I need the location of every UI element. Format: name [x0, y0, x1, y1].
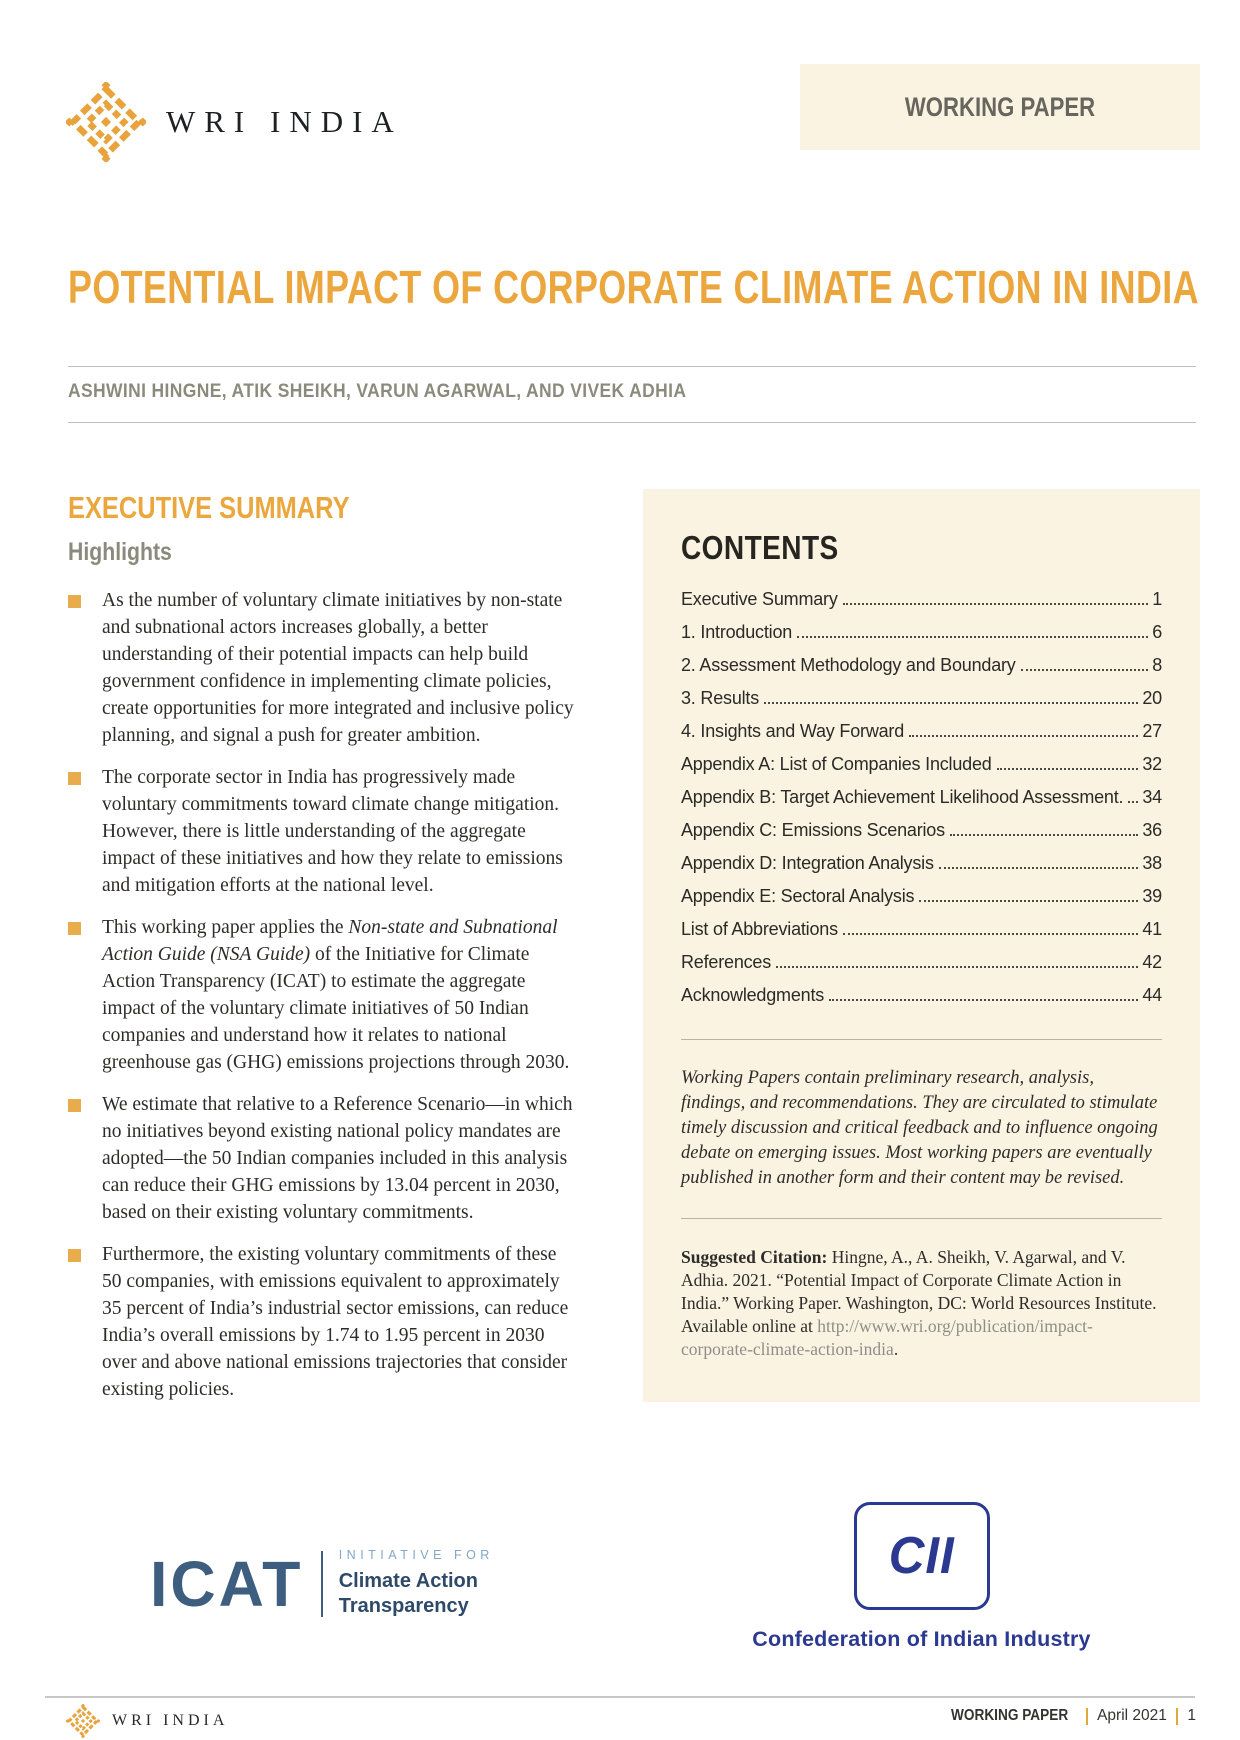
working-paper-note: Working Papers contain preliminary research, analysis, findings, and recommendations. They are circulated to stimulate timely discussion and critical feedback and to influence ongoing debate on emerging issues. Most working papers are eventually published in another form and their content may be revised.: [681, 1068, 1158, 1188]
highlight-bullet: [68, 764, 576, 899]
toc-dot-leader: [776, 966, 1138, 968]
toc-item-label: 2. Assessment Methodology and Boundary: [681, 655, 1016, 675]
toc-item: [681, 781, 1162, 814]
bullet-square-icon: [68, 1099, 81, 1112]
toc-dot-leader: [764, 702, 1138, 704]
brand-name: WRI INDIA: [166, 104, 403, 139]
divider: [681, 1218, 1162, 1219]
divider: [68, 422, 1196, 423]
citation-label: Suggested Citation:: [681, 1247, 828, 1267]
bullet-square-icon: [68, 922, 81, 935]
toc-item-label: Appendix A: List of Companies Included: [681, 754, 992, 774]
toc-item-label: 3. Results: [681, 688, 760, 708]
cii-logo: [643, 1502, 1200, 1652]
toc-list: [681, 583, 1162, 1012]
executive-summary-heading: EXECUTIVE SUMMARY: [68, 490, 350, 525]
toc-item: [681, 682, 1162, 715]
highlight-bullet: [68, 914, 576, 1076]
toc-item-label: 4. Insights and Way Forward: [681, 721, 905, 741]
toc-item-label: Appendix C: Emissions Scenarios: [681, 820, 945, 840]
toc-item-label: 1. Introduction: [681, 622, 793, 642]
footer-doc-type: WORKING PAPER: [951, 1707, 1069, 1724]
toc-item-page: 42: [1142, 952, 1162, 972]
toc-item-page: 38: [1142, 853, 1162, 873]
highlight-bullet: [68, 1091, 576, 1226]
wri-logo-icon: [66, 1704, 100, 1738]
toc-item: [681, 649, 1162, 682]
toc-item-page: 34: [1142, 787, 1162, 807]
icat-divider: [321, 1551, 323, 1617]
toc-item-label: Appendix E: Sectoral Analysis: [681, 886, 915, 906]
wri-logo-icon: [66, 82, 146, 162]
cii-wordmark: CII: [888, 1527, 955, 1585]
highlights-heading: Highlights: [68, 538, 172, 566]
toc-item-label: Appendix D: Integration Analysis: [681, 853, 934, 873]
toc-item-page: 36: [1142, 820, 1162, 840]
highlight-text: We estimate that relative to a Reference Scenario—in which no initiatives beyond existing national policy mandates are adopted—the 50 Indian companies included in this analysis can reduce their GHG emissions by 13.04 percent in 2030, based on their existing voluntary commitments.: [102, 1094, 573, 1223]
toc-dot-leader: [950, 834, 1138, 836]
contents-heading: CONTENTS: [681, 529, 839, 566]
toc-item-page: 6: [1152, 622, 1162, 642]
bullet-square-icon: [68, 772, 81, 785]
executive-summary-section: [68, 468, 576, 1418]
icat-logo: [68, 1528, 576, 1640]
highlight-text: Furthermore, the existing voluntary commitments of these 50 companies, with emissions equivalent to approximately 35 percent of India’s industrial sector emissions, can reduce India’s overall emissions by 1.74 to 1.95 percent in 2030 over and above national emissions trajectories that consider existing policies.: [102, 1244, 569, 1400]
highlight-text: This working paper applies the Non-state and Subnational Action Guide (NSA Guide) of the Initiative for Climate Action Transparency (ICAT) to estimate the aggregate impact of the voluntary climate initiatives of 50 Indian companies and understand how it relates to national greenhouse gas (GHG) emissions projections through 2030.: [102, 917, 570, 1073]
badge-label: WORKING PAPER: [904, 91, 1096, 122]
separator-bar: [1086, 1708, 1089, 1725]
authors-line: ASHWINI HINGNE, ATIK SHEIKH, VARUN AGARWAL, AND VIVEK ADHIA: [68, 381, 687, 402]
bullet-square-icon: [68, 1249, 81, 1262]
toc-item: [681, 616, 1162, 649]
toc-dot-leader: [843, 933, 1138, 935]
toc-item-page: 39: [1142, 886, 1162, 906]
working-paper-badge: [800, 64, 1200, 150]
toc-dot-leader: [797, 636, 1148, 638]
icat-wordmark: ICAT: [150, 1548, 304, 1620]
toc-item: [681, 715, 1162, 748]
toc-item: [681, 847, 1162, 880]
toc-dot-leader: [997, 768, 1139, 770]
toc-item-label: Acknowledgments: [681, 985, 825, 1005]
toc-dot-leader: [1021, 669, 1149, 671]
toc-item-page: 20: [1142, 688, 1162, 708]
header-brand: [66, 82, 403, 162]
toc-item-page: 41: [1142, 919, 1162, 939]
toc-item: [681, 748, 1162, 781]
toc-item: [681, 913, 1162, 946]
footer-date: April 2021: [1097, 1707, 1167, 1724]
toc-dot-leader: [829, 999, 1138, 1001]
suggested-citation: [681, 1246, 1162, 1361]
divider: [68, 366, 1196, 367]
toc-dot-leader: [909, 735, 1138, 737]
highlight-text: As the number of voluntary climate initiatives by non-state and subnational actors increases globally, a better understanding of their potential impacts can help build government confidence in implementing climate policies, create opportunities for more integrated and inclusive policy planning, and signal a push for greater ambition.: [102, 590, 574, 746]
icat-tagline-line2: Transparency: [338, 1594, 469, 1617]
highlight-text: The corporate sector in India has progressively made voluntary commitments toward climate change mitigation. However, there is little understanding of the aggregate impact of these initiatives and how they relate to emissions and mitigation efforts at the national level.: [102, 767, 563, 896]
footer-page-number: 1: [1187, 1707, 1196, 1724]
toc-dot-leader: [919, 900, 1138, 902]
toc-dot-leader: [939, 867, 1139, 869]
toc-item-page: 32: [1142, 754, 1162, 774]
page-title: POTENTIAL IMPACT OF CORPORATE CLIMATE ACTION IN INDIA: [68, 261, 1199, 313]
highlights-list: [68, 587, 576, 1403]
toc-item: [681, 814, 1162, 847]
contents-panel: [643, 489, 1200, 1402]
toc-item-page: 27: [1142, 721, 1162, 741]
citation-text: Hingne, A., A. Sheikh, V. Agarwal, and V. Adhia. 2021. “Potential Impact of Corporate Climate Action in India.” Working Paper. Washington, DC: World Resources Institute. Available online at: [681, 1247, 1157, 1336]
footer-brand: [66, 1704, 228, 1738]
toc-dot-leader: [843, 603, 1149, 605]
footer-meta: [943, 1707, 1196, 1725]
icat-tagline-top: INITIATIVE FOR: [338, 1548, 494, 1563]
toc-item: [681, 880, 1162, 913]
toc-item-label: List of Abbreviations: [681, 919, 838, 939]
highlight-bullet: [68, 587, 576, 749]
icat-tagline-line1: Climate Action: [338, 1569, 478, 1592]
toc-item: [681, 946, 1162, 979]
citation-suffix: .: [893, 1339, 899, 1359]
separator-bar: [1176, 1708, 1179, 1725]
toc-item: [681, 979, 1162, 1012]
toc-item-label: Appendix B: Target Achievement Likelihood Assessment.: [681, 787, 1124, 807]
toc-item-page: 44: [1142, 985, 1162, 1005]
toc-item-label: Executive Summary: [681, 589, 838, 609]
toc-item: [681, 583, 1162, 616]
highlight-bullet: [68, 1241, 576, 1403]
cii-logo-box: [854, 1502, 990, 1610]
footer-brand-name: WRI INDIA: [112, 1712, 229, 1729]
bullet-square-icon: [68, 595, 81, 608]
cii-caption: Confederation of Indian Industry: [752, 1627, 1091, 1651]
footer-divider: [45, 1696, 1195, 1698]
toc-dot-leader: [1128, 801, 1138, 803]
toc-item-page: 8: [1152, 655, 1162, 675]
citation-link[interactable]: http://www.wri.org/publication/impact-corporate-climate-action-india: [681, 1316, 1093, 1359]
toc-item-label: References: [681, 952, 772, 972]
toc-item-page: 1: [1152, 589, 1162, 609]
divider: [681, 1039, 1162, 1040]
